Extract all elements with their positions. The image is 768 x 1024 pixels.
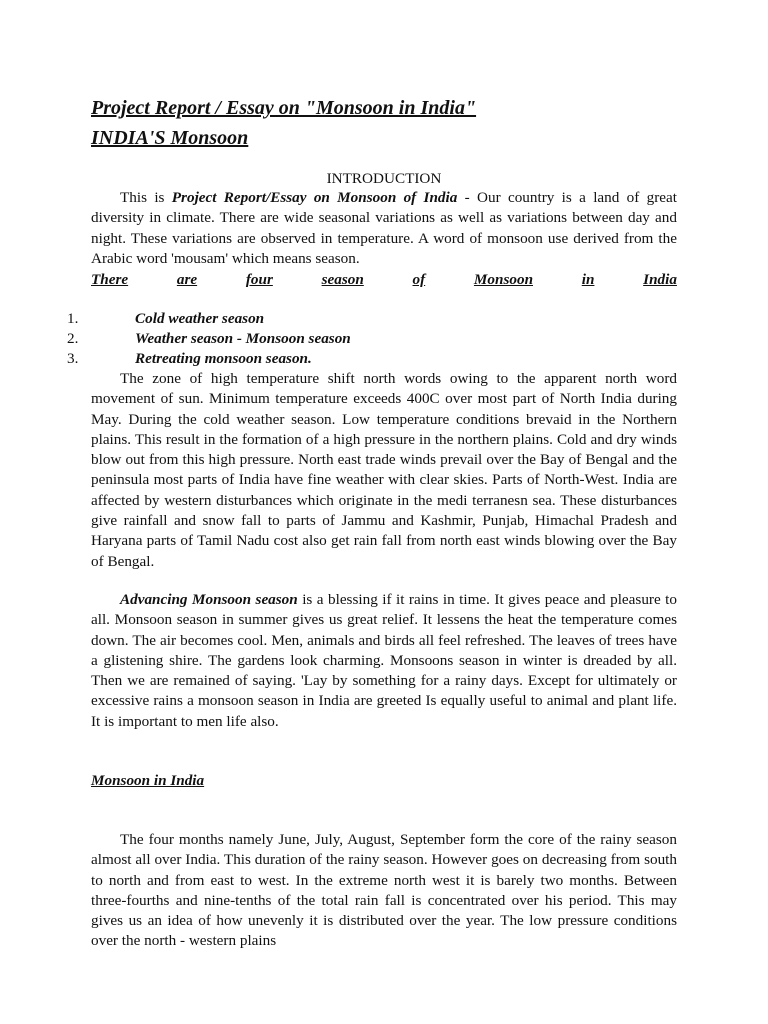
four-seasons-word: India <box>643 271 677 288</box>
advancing-monsoon-paragraph <box>91 590 677 732</box>
four-seasons-word: in <box>581 271 595 288</box>
four-seasons-word: Monsoon <box>473 271 534 288</box>
four-seasons-line <box>91 270 677 290</box>
section-heading-introduction: INTRODUCTION <box>326 170 442 187</box>
four-seasons-word: of <box>412 271 426 288</box>
document-subtitle: INDIA'S Monsoon <box>91 127 249 149</box>
intro-paragraph <box>91 188 677 269</box>
list-number: 2. <box>67 330 79 347</box>
intro-emphasis: Project Report/Essay on Monsoon of India <box>171 189 458 206</box>
advancing-text: is a blessing if it rains in time. It gives peace and pleasure to all. Monsoon season in summer gives us great relief. It lessens the heat the temperature comes down. The air becomes cool. Men, animals and birds all feel refreshed. The leaves of trees have a glistening shire. The gardens look charming. Monsoons season in winter is dreaded by all. Then we are remained of saying. 'Lay by something for a rainy days. Except for ultimately or excessive rains a monsoon season in India are greeted Is equally useful to animal and plant life. It is important to men life also. <box>91 591 677 730</box>
list-label: Cold weather season <box>135 310 265 327</box>
four-seasons-word: are <box>176 271 198 288</box>
four-seasons-word: There <box>91 271 129 288</box>
section-heading-monsoon-in-india: Monsoon in India <box>91 772 205 789</box>
document-title: Project Report / Essay on "Monsoon in India" <box>91 97 477 119</box>
list-label: Weather season - Monsoon season <box>135 330 351 347</box>
advancing-emphasis: Advancing Monsoon season <box>120 591 298 608</box>
monsoon-in-india-paragraph: The four months namely June, July, August, September form the core of the rainy season almost all over India. This duration of the rainy season. However goes on decreasing from south to north and from east to west. In the extreme north west it is barely two months. Between three-fourths and nine-tenths of the total rain fall is concentrated over his period. This may gives us an idea of how unevenly it is distributed over the year. The low pressure conditions over the north - western plains <box>91 831 677 950</box>
list-label: Retreating monsoon season. <box>135 350 312 367</box>
list-item <box>67 329 351 349</box>
intro-prefix: This is <box>120 189 172 206</box>
list-item <box>67 309 264 329</box>
four-seasons-word: four <box>245 271 273 288</box>
list-number: 3. <box>67 350 79 367</box>
intro-text: - Our country is a land of great diversity in climate. There are wide seasonal variations as well as variations between day and night. These variations are observed in temperature. A word of monsoon use derived from the Arabic word 'mousam' which means season. <box>91 189 677 267</box>
list-item <box>67 349 312 369</box>
cold-season-paragraph: The zone of high temperature shift north words owing to the apparent north word movement of sun. Minimum temperature exceeds 400C over most part of North India during May. During the cold weather season. Low temperature conditions brevaid in the Northern plains. This result in the formation of a high pressure in the northern plains. Cold and dry winds blow out from this high pressure. North east trade winds prevail over the Bay of Bengal and the peninsula most parts of India have fine weather with clear skies. Parts of North-West. India are affected by western disturbances which originate in the medi terranesn sea. These disturbances give rainfall and snow fall to parts of Jammu and Kashmir, Punjab, Himachal Pradesh and Haryana parts of Tamil Nadu cost also get rain fall from north east winds blowing over the Bay of Bengal. <box>91 370 677 570</box>
four-seasons-word: season <box>321 271 364 288</box>
list-number: 1. <box>67 310 79 327</box>
